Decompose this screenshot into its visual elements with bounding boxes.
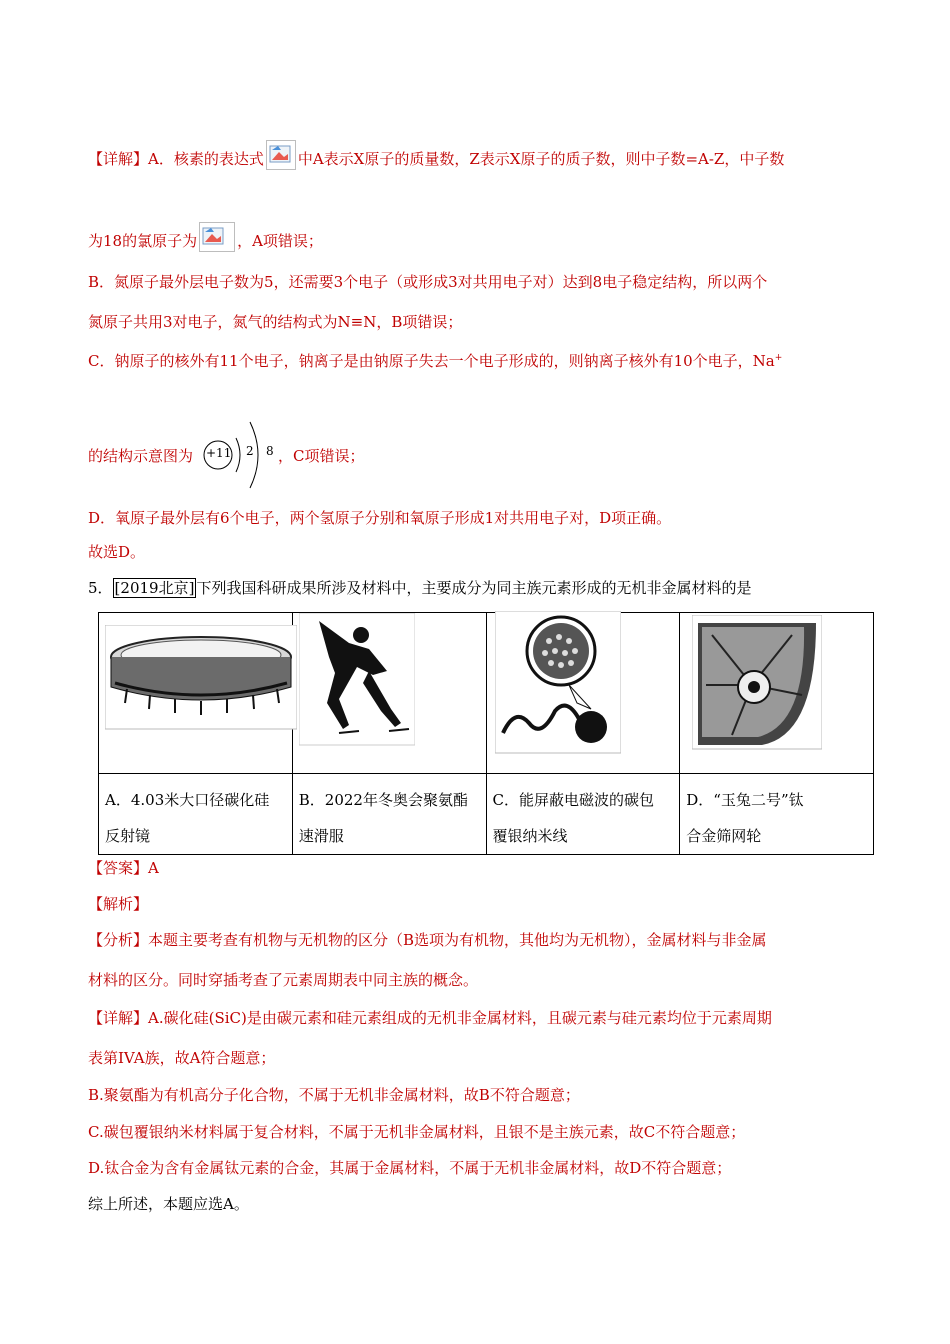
detail-a2-suffix: ，A项错误； <box>237 232 323 250</box>
detail-c-line1 <box>88 348 782 371</box>
option-d-line2: 合金筛网轮 <box>686 827 762 845</box>
detail-b: B.聚氨酯为有机高分子化合物，不属于无机非金属材料，故B不符合题意； <box>88 1086 580 1104</box>
silver-nanowire-image <box>495 611 621 757</box>
detail-d: D.钛合金为含有金属钛元素的合金，其属于金属材料，不属于无机非金属材料，故D不符合题意； <box>88 1159 732 1177</box>
detail-c: C.碳包覆银纳米材料属于复合材料，不属于无机非金属材料，且银不是主族元素，故C不符合题意； <box>88 1123 746 1141</box>
option-b-image-cell <box>292 613 486 774</box>
option-a-line2: 反射镜 <box>105 827 151 845</box>
reflector-mirror-image <box>105 625 297 735</box>
analysis-line2: 材料的区分。同时穿插考查了元素周期表中同主族的概念。 <box>88 971 479 989</box>
detail-c-line2 <box>88 446 193 466</box>
nucleus-charge-label: +11 <box>206 446 232 460</box>
detail-c-text: C．钠原子的核外有11个电子，钠离子是由钠原子失去一个电子形成的，则钠离子核外有10个电子，Na <box>88 352 775 370</box>
summary-line: 综上所述，本题应选A。 <box>88 1195 249 1213</box>
options-table <box>98 612 874 855</box>
option-d-caption <box>680 774 874 855</box>
analysis-title: 【解析】 <box>88 895 149 913</box>
detail-c2-suffix: ，C项错误； <box>278 447 365 465</box>
broken-image-icon <box>199 222 235 252</box>
detail-b-line1: B．氮原子最外层电子数为5，还需要3个电子（或形成3对共用电子对）达到8电子稳定结构，所以两个 <box>88 273 768 291</box>
conclusion-line: 故选D。 <box>88 543 146 561</box>
option-c-line1: C．能屏蔽电磁波的碳包 <box>492 791 654 809</box>
broken-image-icon <box>266 140 296 170</box>
shell-2-electrons: 8 <box>266 444 274 458</box>
option-d-line1: D．“玉兔二号”钛 <box>686 791 804 809</box>
option-b-line2: 速滑服 <box>298 827 344 845</box>
option-a-line1: A．4.03米大口径碳化硅 <box>105 791 270 809</box>
option-a-image-cell <box>99 613 293 774</box>
detail-a-line1 <box>88 140 784 170</box>
shell-1-electrons: 2 <box>246 444 254 458</box>
option-c-line2: 覆银纳米线 <box>492 827 568 845</box>
detail-line1: 【详解】A.碳化硅(SiC)是由碳元素和硅元素组成的无机非金属材料，且碳元素与硅元素均位于元素周期 <box>88 1009 772 1027</box>
detail-line2: 表第IVA族，故A符合题意； <box>88 1049 276 1067</box>
question-source-box: [2019北京] <box>114 579 195 597</box>
option-b-caption <box>292 774 486 855</box>
option-d-image-cell <box>680 613 874 774</box>
charge-superscript: + <box>774 353 783 363</box>
question-stem-text: 下列我国科研成果所涉及材料中，主要成分为同主族元素形成的无机非金属材料的是 <box>196 579 752 597</box>
detail-a-prefix: 【详解】A．核素的表达式 <box>88 150 264 168</box>
detail-a-suffix: 中A表示X原子的质量数，Z表示X原子的质子数，则中子数=A-Z，中子数 <box>297 150 785 168</box>
detail-a2-prefix: 为18的氯原子为 <box>88 232 198 250</box>
option-c-image-cell <box>486 613 680 774</box>
detail-a-line2 <box>88 222 323 252</box>
option-c-caption <box>486 774 680 855</box>
option-a-caption <box>99 774 293 855</box>
rover-wheel-image <box>692 615 822 753</box>
detail-d-line: D．氧原子最外层有6个电子，两个氢原子分别和氧原子形成1对共用电子对，D项正确。 <box>88 509 672 527</box>
question-5-stem <box>88 578 751 598</box>
speed-skater-image <box>299 613 415 749</box>
option-b-line1: B．2022年冬奥会聚氨酯 <box>298 791 468 809</box>
detail-c2-prefix: 的结构示意图为 <box>88 447 194 465</box>
analysis-line1: 【分析】本题主要考查有机物与无机物的区分（B选项为有机物，其他均为无机物），金属材料与非金属 <box>88 931 767 949</box>
detail-b-line2: 氮原子共用3对电子，氮气的结构式为N≡N，B项错误； <box>88 313 463 331</box>
sodium-ion-structure-diagram <box>200 418 280 492</box>
answer-line: 【答案】A <box>88 859 159 877</box>
question-number: 5． <box>88 579 113 597</box>
